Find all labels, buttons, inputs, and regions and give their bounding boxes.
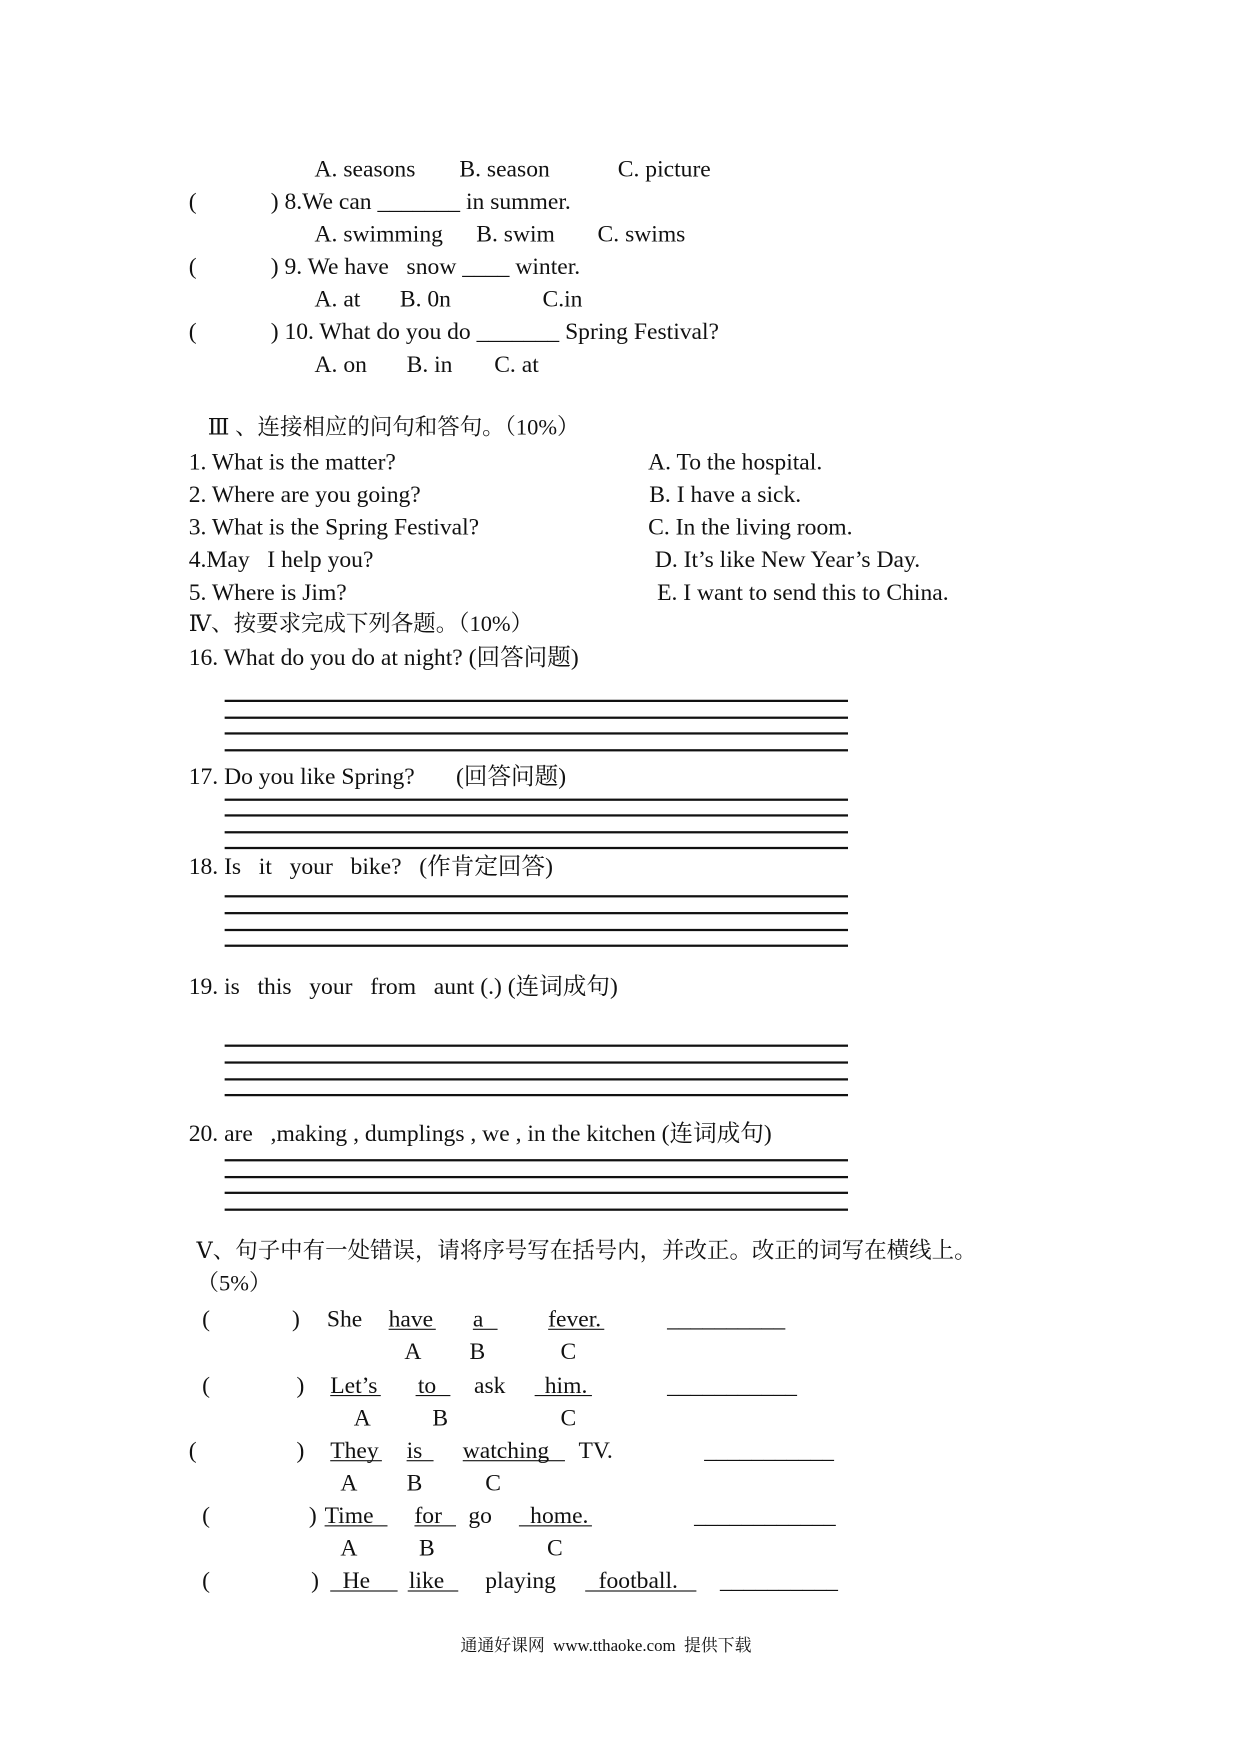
section3-question: 2. Where are you going?: [188, 480, 421, 508]
sentence-word: playing: [485, 1566, 556, 1594]
row-paren-close: ): [308, 1501, 317, 1529]
underlined-word-c: football.: [585, 1565, 696, 1592]
underlined-word-c: home.: [519, 1499, 592, 1526]
page-footer: 通通好课网 www.tthaoke.com 提供下载: [460, 1637, 752, 1656]
answer-line: [225, 732, 848, 734]
option-letter: B: [469, 1337, 486, 1365]
section3-heading: Ⅲ 、连接相应的问句和答句。（10%）: [207, 415, 580, 441]
answer-line: [225, 1045, 848, 1047]
underlined-word-c: him.: [535, 1369, 592, 1396]
answer-line: [225, 1094, 848, 1096]
underlined-word-a: They: [330, 1434, 382, 1461]
section3-question: 3. What is the Spring Festival?: [188, 513, 480, 541]
underlined-word-b: for: [414, 1499, 456, 1526]
section4-item-16: 16. What do you do at night? (回答问题): [188, 643, 579, 671]
answer-line: [225, 929, 848, 931]
row-paren-open: (: [202, 1305, 211, 1333]
answer-line: [225, 1061, 848, 1063]
q8-option-a: A. swimming: [314, 220, 443, 248]
q8-answer-paren: (: [188, 187, 197, 215]
sentence-word: go: [468, 1501, 492, 1529]
q10-option-b: B. in: [406, 350, 453, 378]
option-letter: A: [340, 1469, 358, 1497]
answer-line: [225, 895, 848, 897]
row-paren-open: (: [202, 1371, 211, 1399]
row-paren-close: ): [292, 1305, 300, 1333]
answer-line: [225, 749, 848, 751]
q9-option-c: C.in: [542, 285, 583, 313]
q10-option-c: C. at: [494, 350, 539, 378]
correction-blank: ___________: [704, 1436, 834, 1464]
q7-option-b: B. season: [459, 155, 550, 182]
q9-option-a: A. at: [314, 285, 361, 313]
underlined-word-a: Let’s: [330, 1369, 381, 1396]
section4-item-20: 20. are ,making , dumplings , we , in the kitchen (连词成句): [188, 1119, 772, 1147]
option-letter: B: [406, 1469, 423, 1497]
section5-score: （5%）: [196, 1271, 272, 1297]
underlined-word-b: a: [473, 1303, 498, 1330]
option-letter: B: [432, 1403, 449, 1431]
section4-item-17: 17. Do you like Spring? (回答问题): [188, 762, 567, 790]
correction-blank: __________: [719, 1566, 838, 1594]
correction-blank: ____________: [694, 1501, 836, 1529]
answer-line: [225, 1078, 848, 1080]
answer-line: [225, 1192, 848, 1194]
sentence-word: She: [326, 1305, 363, 1333]
answer-line: [225, 945, 848, 947]
sentence-word: TV.: [578, 1436, 613, 1464]
q10-answer-paren: (: [188, 317, 197, 345]
underlined-word-a: He: [330, 1565, 397, 1592]
answer-line: [225, 1176, 848, 1178]
q10-stem: ) 10. What do you do _______ Spring Festival?: [270, 317, 720, 345]
section3-answer: A. To the hospital.: [648, 448, 823, 476]
q9-option-b: B. 0n: [399, 285, 451, 313]
option-letter: A: [353, 1403, 371, 1431]
section3-answer: D. It’s like New Year’s Day.: [654, 545, 921, 573]
option-letter: A: [340, 1534, 358, 1562]
q7-option-a: A. seasons: [314, 155, 416, 182]
underlined-word-b: like: [408, 1565, 459, 1592]
section4-item-19: 19. is this your from aunt (.) (连词成句): [188, 972, 618, 1000]
option-letter: A: [404, 1337, 422, 1365]
q8-option-b: B. swim: [476, 220, 555, 248]
answer-line: [225, 912, 848, 914]
section3-answer: E. I want to send this to China.: [657, 578, 949, 606]
section3-question: 1. What is the matter?: [188, 448, 396, 476]
section3-answer: B. I have a sick.: [649, 480, 802, 508]
correction-blank: __________: [667, 1305, 786, 1333]
answer-line: [225, 1159, 848, 1161]
answer-line: [225, 717, 848, 719]
q9-stem: ) 9. We have snow ____ winter.: [270, 252, 581, 280]
row-paren-close: ): [296, 1436, 305, 1464]
underlined-word-a: have: [389, 1303, 436, 1330]
section3-answer: C. In the living room.: [648, 513, 853, 541]
q7-option-c: C. picture: [617, 155, 711, 182]
row-paren-close: ): [311, 1566, 319, 1594]
section3-question: 5. Where is Jim?: [188, 578, 347, 606]
sentence-word: ask: [473, 1371, 506, 1399]
q8-stem: ) 8.We can _______ in summer.: [270, 187, 571, 215]
underlined-word-a: Time: [325, 1499, 388, 1526]
option-letter: B: [418, 1534, 435, 1562]
answer-line: [225, 1209, 848, 1211]
section5-heading: Ⅴ、句子中有一处错误，请将序号写在括号内，并改正。改正的词写在横线上。: [196, 1238, 977, 1264]
answer-line: [225, 831, 848, 833]
answer-line: [225, 700, 848, 702]
row-paren-close: ): [296, 1371, 305, 1399]
row-paren-open: (: [202, 1566, 211, 1594]
section3-question: 4.May I help you?: [188, 545, 374, 573]
section4-item-18: 18. Is it your bike? (作肯定回答): [188, 852, 553, 880]
underlined-word-c: fever.: [548, 1303, 604, 1330]
option-letter: C: [485, 1469, 501, 1497]
section4-heading: Ⅳ、按要求完成下列各题。（10%）: [188, 612, 534, 637]
option-letter: C: [560, 1337, 577, 1365]
q8-option-c: C. swims: [597, 220, 686, 248]
underlined-word-b: is: [407, 1434, 434, 1461]
correction-blank: ___________: [667, 1371, 797, 1399]
answer-line: [225, 814, 848, 816]
row-paren-open: (: [188, 1436, 197, 1464]
row-paren-open: (: [202, 1501, 211, 1529]
q10-option-a: A. on: [314, 350, 367, 378]
option-letter: C: [560, 1403, 577, 1431]
underlined-word-c: watching: [463, 1434, 565, 1461]
underlined-word-b: to: [416, 1369, 451, 1396]
q9-answer-paren: (: [188, 252, 197, 280]
answer-line: [225, 799, 848, 801]
option-letter: C: [546, 1534, 563, 1562]
answer-line: [225, 847, 848, 849]
